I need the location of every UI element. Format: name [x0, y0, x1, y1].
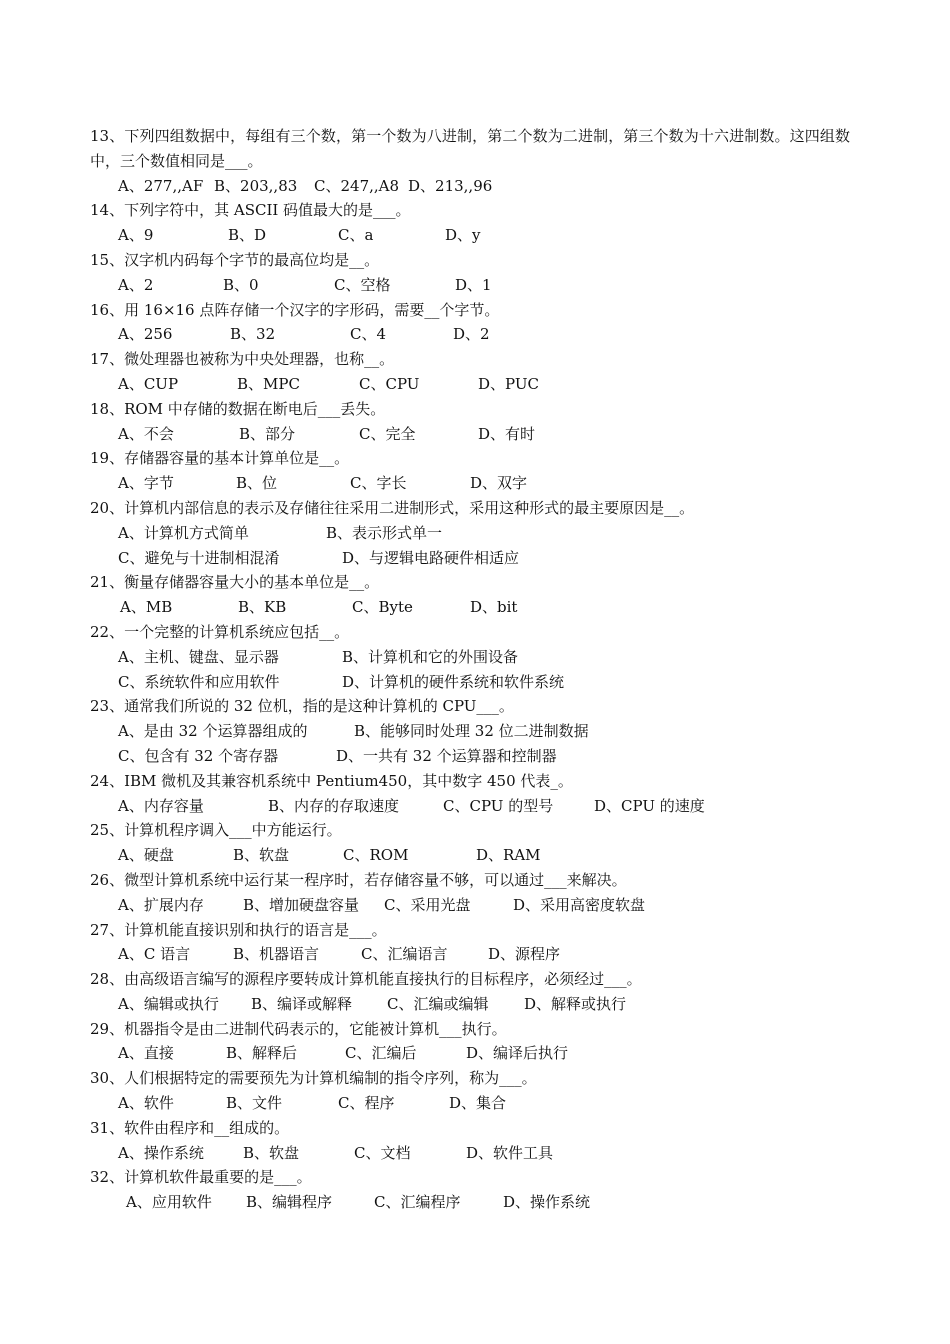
question-30-option: D、集合 [449, 1094, 507, 1113]
question-15-option: D、1 [455, 275, 492, 294]
question-19-stem: 19、存储器容量的基本计算单位是__。 [90, 449, 350, 468]
question-26-option: B、增加硬盘容量 [243, 895, 360, 914]
question-14-option: A、9 [118, 226, 154, 245]
question-21-options-row [90, 595, 850, 620]
question-32-option: A、应用软件 [126, 1193, 212, 1212]
question-23-stem: 23、通常我们所说的 32 位机，指的是这种计算机的 CPU___。 [90, 697, 514, 716]
question-18-option: D、有时 [478, 424, 536, 443]
question-27-options-row [90, 942, 850, 967]
question-20-stem: 20、计算机内部信息的表示及存储往往采用二进制形式，采用这种形式的最主要原因是__。 [90, 498, 695, 517]
question-22-option: A、主机、键盘、显示器 [118, 647, 279, 666]
question-32-option: D、操作系统 [503, 1193, 591, 1212]
question-29-option: C、汇编后 [345, 1044, 417, 1063]
question-29-options-row [90, 1041, 850, 1066]
question-20-option: D、与逻辑电路硬件相适应 [342, 548, 520, 567]
question-28-options-row [90, 992, 850, 1017]
question-30-options-row [90, 1091, 850, 1116]
question-23-options-row [90, 744, 850, 769]
question-17-option: C、CPU [359, 374, 420, 393]
question-21-option: B、KB [238, 598, 287, 617]
question-13-options-row [90, 174, 850, 199]
question-15-option: C、空格 [334, 275, 391, 294]
question-17-stem: 17、微处理器也被称为中央处理器，也称__。 [90, 350, 395, 369]
question-25-stem: 25、计算机程序调入___中方能运行。 [90, 821, 342, 840]
question-23-option: D、一共有 32 个运算器和控制器 [336, 746, 557, 765]
question-31-option: B、软盘 [243, 1143, 300, 1162]
question-25-option: D、RAM [476, 846, 541, 865]
question-26-option: D、采用高密度软盘 [513, 895, 646, 914]
question-16-option: A、256 [118, 325, 173, 344]
question-16-options-row [90, 322, 850, 347]
question-24-option: D、CPU 的速度 [594, 796, 705, 815]
question-13-option: D、213,,96 [408, 176, 493, 195]
question-13-option: B、203,,83 [214, 176, 298, 195]
question-19-options-row [90, 471, 850, 496]
question-22-option: D、计算机的硬件系统和软件系统 [342, 672, 565, 691]
question-31-option: A、操作系统 [118, 1143, 204, 1162]
question-31-stem: 31、软件由程序和__组成的。 [90, 1118, 290, 1137]
question-20-option: C、避免与十进制相混淆 [118, 548, 280, 567]
question-29-stem: 29、机器指令是由二进制代码表示的，它能被计算机___执行。 [90, 1019, 507, 1038]
question-26-option: C、采用光盘 [384, 895, 471, 914]
question-25-option: C、ROM [343, 846, 409, 865]
question-31-options-row [90, 1141, 850, 1166]
question-25-option: A、硬盘 [118, 846, 174, 865]
question-24-stem: 24、IBM 微机及其兼容机系统中 Pentium450，其中数字 450 代表_。 [90, 771, 573, 790]
question-30-option: A、软件 [118, 1094, 174, 1113]
question-list [90, 124, 850, 1215]
question-17-options-row [90, 372, 850, 397]
question-13-stem: 13、下列四组数据中，每组有三个数，第一个数为八进制，第二个数为二进制，第三个数为十六进制数。这四组数中，三个数值相同是___。 [90, 127, 850, 170]
question-14-option: C、a [338, 226, 374, 245]
question-27-stem: 27、计算机能直接识别和执行的语言是___。 [90, 920, 387, 939]
question-29-option: D、编译后执行 [466, 1044, 569, 1063]
question-24-option: C、CPU 的型号 [443, 796, 554, 815]
question-17-option: B、MPC [237, 374, 300, 393]
question-13-option: A、277,,AF [118, 176, 204, 195]
question-20-options-row [90, 546, 850, 571]
question-20-options-row [90, 521, 850, 546]
question-21-stem: 21、衡量存储器容量大小的基本单位是__。 [90, 573, 380, 592]
question-18-option: C、完全 [359, 424, 416, 443]
question-26-option: A、扩展内存 [118, 895, 204, 914]
question-15-options-row [90, 273, 850, 298]
question-14-stem: 14、下列字符中，其 ASCII 码值最大的是___。 [90, 201, 411, 220]
question-24-option: A、内存容量 [118, 796, 204, 815]
question-18-stem: 18、ROM 中存储的数据在断电后___丢失。 [90, 399, 386, 418]
question-29-option: A、直接 [118, 1044, 174, 1063]
question-28-option: C、汇编或编辑 [387, 994, 489, 1013]
question-22-options-row [90, 670, 850, 695]
question-19-option: D、双字 [470, 474, 528, 493]
question-17-option: D、PUC [478, 374, 539, 393]
question-29-option: B、解释后 [226, 1044, 298, 1063]
question-15-option: A、2 [118, 275, 154, 294]
question-25-option: B、软盘 [233, 846, 290, 865]
question-23-options-row [90, 719, 850, 744]
question-26-options-row [90, 893, 850, 918]
question-23-option: B、能够同时处理 32 位二进制数据 [354, 722, 589, 741]
question-27-option: B、机器语言 [233, 945, 320, 964]
question-19-option: C、字长 [350, 474, 407, 493]
question-32-option: C、汇编程序 [374, 1193, 461, 1212]
question-32-stem: 32、计算机软件最重要的是___。 [90, 1168, 312, 1187]
question-16-option: B、32 [230, 325, 276, 344]
question-16-option: D、2 [453, 325, 490, 344]
question-27-option: A、C 语言 [118, 945, 191, 964]
question-21-option: A、MB [120, 598, 173, 617]
question-32-options-row [90, 1190, 850, 1215]
question-23-option: C、包含有 32 个寄存器 [118, 746, 279, 765]
question-28-option: A、编辑或执行 [118, 994, 219, 1013]
question-15-option: B、0 [223, 275, 259, 294]
question-27-option: D、源程序 [488, 945, 561, 964]
question-31-option: C、文档 [354, 1143, 411, 1162]
question-23-option: A、是由 32 个运算器组成的 [118, 722, 308, 741]
question-21-option: C、Byte [352, 598, 413, 617]
question-13-option: C、247,,A8 [314, 176, 400, 195]
question-26-stem: 26、微型计算机系统中运行某一程序时，若存储容量不够，可以通过___来解决。 [90, 870, 627, 889]
question-28-option: B、编译或解释 [251, 994, 353, 1013]
question-22-stem: 22、一个完整的计算机系统应包括__。 [90, 622, 350, 641]
question-14-options-row [90, 223, 850, 248]
question-16-option: C、4 [350, 325, 387, 344]
question-25-options-row [90, 843, 850, 868]
question-17-option: A、CUP [118, 374, 179, 393]
question-19-option: A、字节 [118, 474, 174, 493]
question-28-option: D、解释或执行 [524, 994, 627, 1013]
question-22-option: C、系统软件和应用软件 [118, 672, 280, 691]
question-24-options-row [90, 794, 850, 819]
question-18-option: B、部分 [239, 424, 296, 443]
question-18-options-row [90, 422, 850, 447]
question-31-option: D、软件工具 [466, 1143, 554, 1162]
question-27-option: C、汇编语言 [361, 945, 448, 964]
question-22-options-row [90, 645, 850, 670]
question-28-stem: 28、由高级语言编写的源程序要转成计算机能直接执行的目标程序，必须经过___。 [90, 970, 642, 989]
question-30-option: C、程序 [338, 1094, 395, 1113]
question-32-option: B、编辑程序 [246, 1193, 333, 1212]
question-20-option: B、表示形式单一 [326, 523, 443, 542]
question-18-option: A、不会 [118, 424, 174, 443]
question-21-option: D、bit [470, 598, 518, 617]
question-14-option: B、D [228, 226, 267, 245]
question-30-option: B、文件 [226, 1094, 283, 1113]
question-15-stem: 15、汉字机内码每个字节的最高位均是__。 [90, 250, 380, 269]
question-24-option: B、内存的存取速度 [268, 796, 400, 815]
question-30-stem: 30、人们根据特定的需要预先为计算机编制的指令序列，称为___。 [90, 1069, 537, 1088]
question-19-option: B、位 [236, 474, 278, 493]
question-20-option: A、计算机方式简单 [118, 523, 249, 542]
question-16-stem: 16、用 16×16 点阵存储一个汉字的字形码，需要__个字节。 [90, 300, 500, 319]
question-14-option: D、y [445, 226, 481, 245]
question-22-option: B、计算机和它的外围设备 [342, 647, 519, 666]
